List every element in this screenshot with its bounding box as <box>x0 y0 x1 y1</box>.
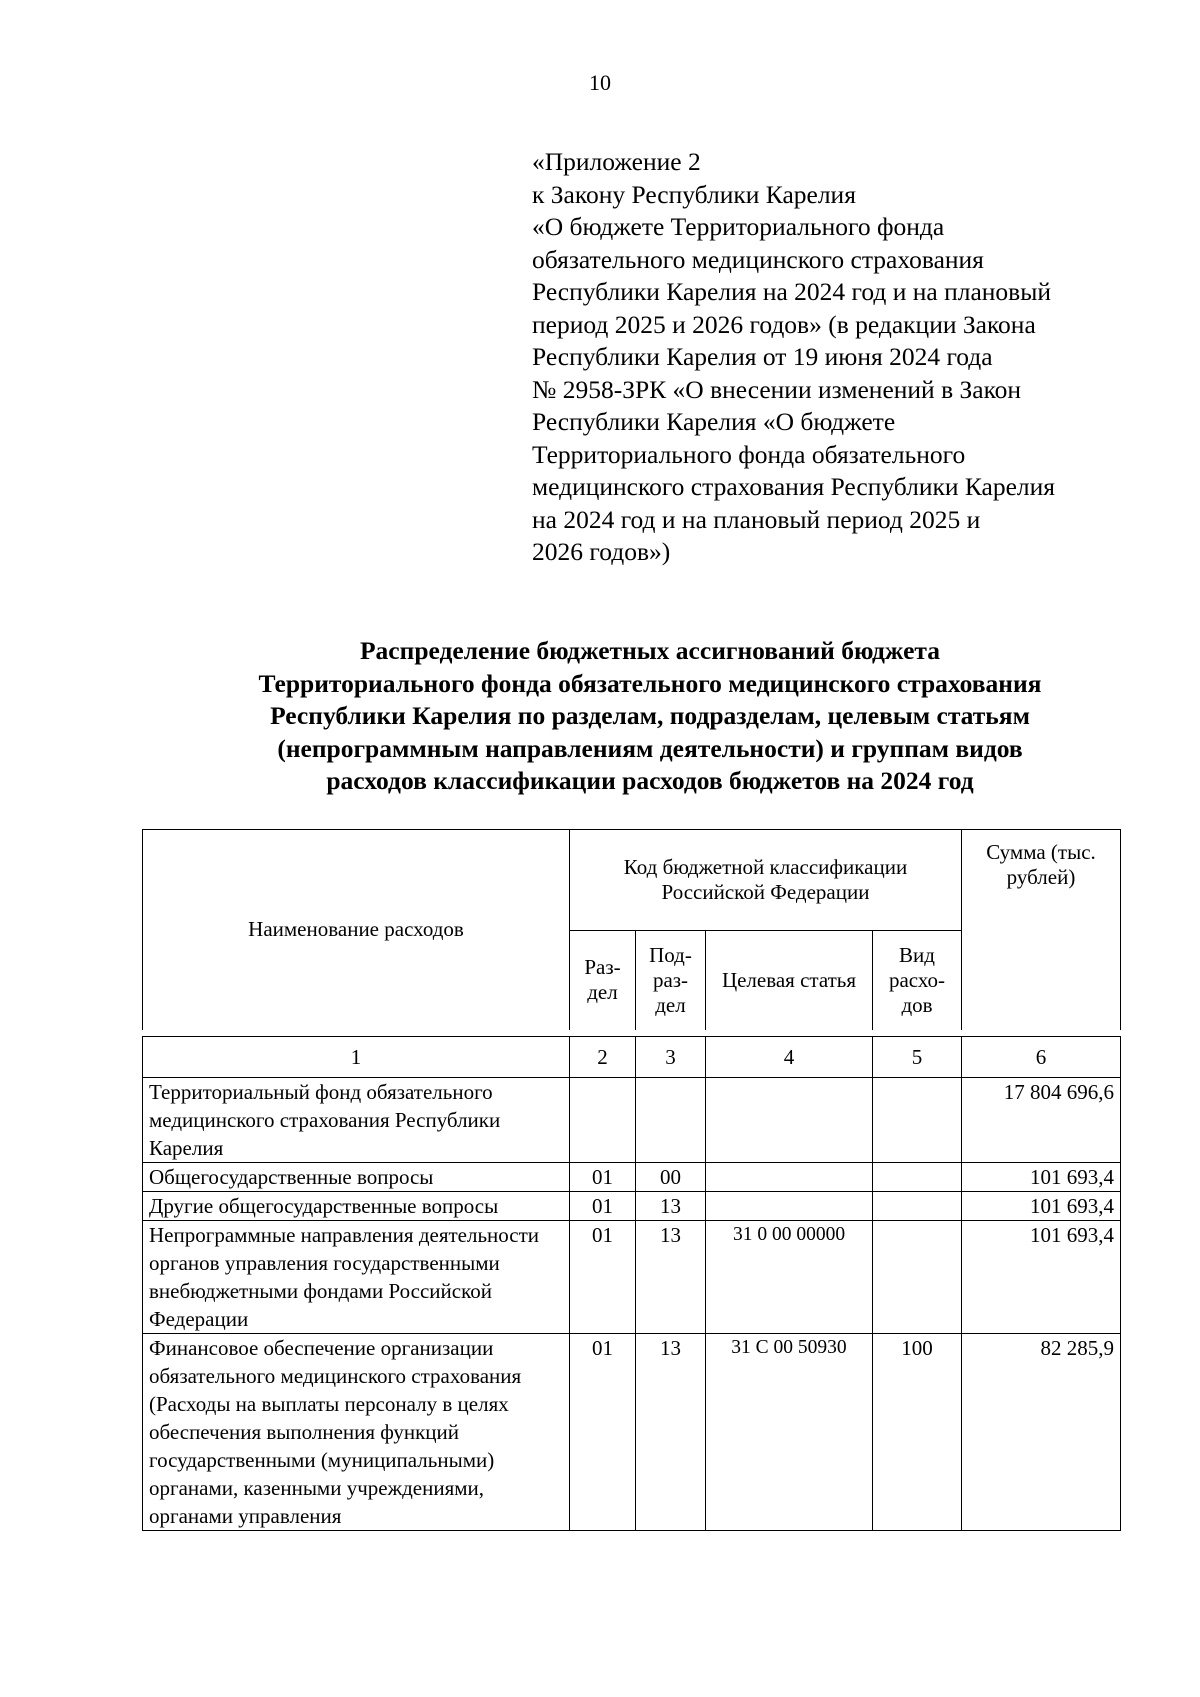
table-row <box>143 1192 1121 1221</box>
appendix-line: 2026 годов») <box>532 537 671 566</box>
row-vid <box>873 1192 962 1221</box>
appendix-line: Республики Карелия «О бюджете <box>532 407 896 436</box>
appendix-line: «О бюджете Территориального фонда <box>532 212 945 241</box>
row-vid: 100 <box>873 1334 962 1531</box>
row-sum: 101 693,4 <box>962 1221 1121 1334</box>
row-sum: 101 693,4 <box>962 1163 1121 1192</box>
row-razdel: 01 <box>570 1334 636 1531</box>
appendix-line: Республики Карелия от 19 июня 2024 года <box>532 342 993 371</box>
column-number: 4 <box>706 1037 873 1078</box>
table-row <box>143 1078 1121 1163</box>
header-name-col: Наименование расходов <box>143 830 570 1030</box>
row-sum: 17 804 696,6 <box>962 1078 1121 1163</box>
column-number: 1 <box>143 1037 570 1078</box>
column-number: 6 <box>962 1037 1121 1078</box>
appendix-line: медицинского страхования Республики Карелия <box>532 472 1056 501</box>
row-name: Непрограммные направления деятельности органов управления государственными внебюджетными фондами Российской Федерации <box>143 1221 570 1334</box>
row-target: 31 0 00 00000 <box>706 1221 873 1334</box>
row-name: Финансовое обеспечение организации обязательного медицинского страхования (Расходы на выплаты персоналу в целях обеспечения выполнения функций государственными (муниципальными) органами, казенными учреждениями, органами управления <box>143 1334 570 1531</box>
table-header <box>142 829 1121 1030</box>
header-sum-col: Сумма (тыс. рублей) <box>962 830 1121 1030</box>
appendix-line: Территориального фонда обязательного <box>532 439 966 469</box>
row-name: Территориальный фонд обязательного медицинского страхования Республики Карелия <box>143 1078 570 1163</box>
row-target <box>706 1163 873 1192</box>
header-code-group: Код бюджетной классификации Российской Федерации <box>570 830 962 931</box>
row-target <box>706 1078 873 1163</box>
row-podrazdel: 13 <box>636 1192 706 1221</box>
row-vid <box>873 1078 962 1163</box>
row-vid <box>873 1163 962 1192</box>
row-sum: 101 693,4 <box>962 1192 1121 1221</box>
appendix-line: обязательного медицинского страхования <box>532 244 984 274</box>
header-vid: Вид расхо- дов <box>873 931 962 1030</box>
row-razdel <box>570 1078 636 1163</box>
page-number: 10 <box>589 70 611 95</box>
table-row <box>143 1163 1121 1192</box>
appendix-line: к Закону Республики Карелия <box>532 179 856 209</box>
appendix-line: на 2024 год и на плановый период 2025 и <box>532 504 981 534</box>
appendix-reference <box>532 146 1152 569</box>
appendix-line: период 2025 и 2026 годов» (в редакции Закона <box>532 309 1036 339</box>
row-podrazdel: 13 <box>636 1221 706 1334</box>
row-podrazdel: 13 <box>636 1334 706 1531</box>
title-line: Территориального фонда обязательного медицинского страхования <box>258 668 1042 698</box>
row-podrazdel: 00 <box>636 1163 706 1192</box>
title-line: расходов классификации расходов бюджетов на 2024 год <box>326 766 974 795</box>
budget-table <box>142 1036 1121 1531</box>
row-sum: 82 285,9 <box>962 1334 1121 1531</box>
title-line: Распределение бюджетных ассигнований бюджета <box>359 636 940 665</box>
row-vid <box>873 1221 962 1334</box>
column-number: 2 <box>570 1037 636 1078</box>
appendix-line: «Приложение 2 <box>532 147 701 176</box>
column-number: 5 <box>873 1037 962 1078</box>
row-name: Общегосударственные вопросы <box>143 1163 570 1192</box>
column-numbers-row <box>143 1037 1121 1078</box>
header-target: Целевая статья <box>706 931 873 1030</box>
appendix-line: Республики Карелия на 2024 год и на плановый <box>532 277 1052 306</box>
title-line: (непрограммным направлениям деятельности) и группам видов <box>277 733 1023 763</box>
header-podrazdel: Под- раз- дел <box>636 931 706 1030</box>
row-razdel: 01 <box>570 1192 636 1221</box>
row-name: Другие общегосударственные вопросы <box>143 1192 570 1221</box>
row-target: 31 С 00 50930 <box>706 1334 873 1531</box>
header-razdel: Раз- дел <box>570 931 636 1030</box>
row-target <box>706 1192 873 1221</box>
row-razdel: 01 <box>570 1163 636 1192</box>
row-razdel: 01 <box>570 1221 636 1334</box>
document-title <box>150 635 1150 798</box>
table-row <box>143 1221 1121 1334</box>
row-podrazdel <box>636 1078 706 1163</box>
appendix-line: № 2958-ЗРК «О внесении изменений в Закон <box>532 374 1022 404</box>
title-line: Республики Карелия по разделам, подразделам, целевым статьям <box>270 701 1030 730</box>
column-number: 3 <box>636 1037 706 1078</box>
table-row <box>143 1334 1121 1531</box>
